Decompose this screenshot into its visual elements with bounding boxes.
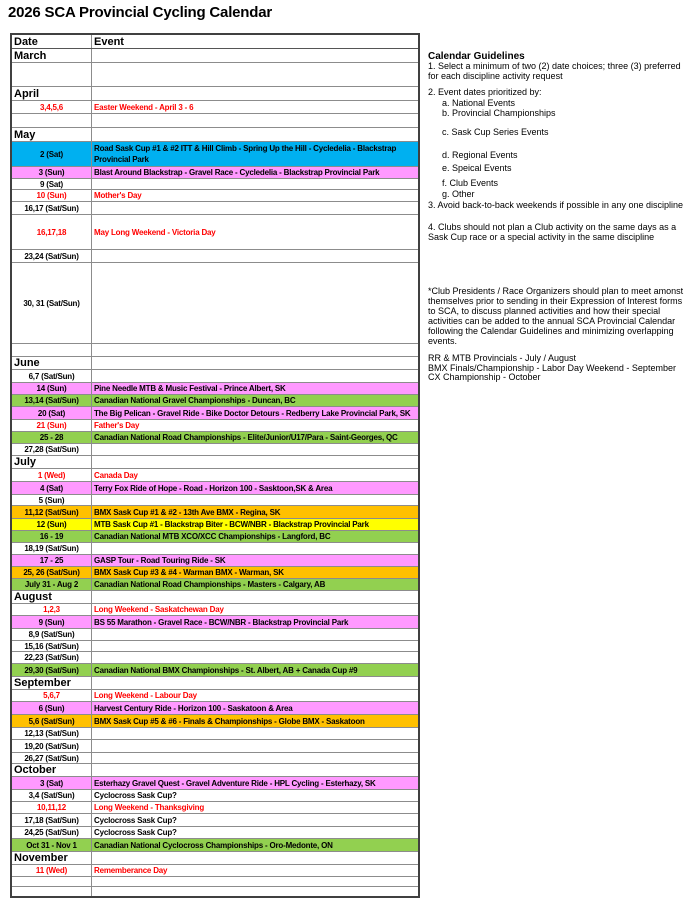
date-cell: 3 (Sat) — [11, 777, 92, 790]
calendar-row — [11, 715, 419, 728]
guideline-item-2e: e. Speical Events — [442, 163, 512, 173]
event-cell: Canadian National Road Championships - Elite/Junior/U17/Para - Saint-Georges, QC — [92, 432, 420, 444]
event-cell — [92, 677, 420, 690]
calendar-row — [11, 887, 419, 897]
calendar-row — [11, 579, 419, 591]
guideline-item-2: 2. Event dates prioritized by: — [428, 87, 542, 97]
date-cell: 13,14 (Sat/Sun) — [11, 395, 92, 407]
event-cell — [92, 753, 420, 764]
calendar-table-wrap — [10, 33, 420, 898]
calendar-row — [11, 865, 419, 877]
guideline-item-2c: c. Sask Cup Series Events — [442, 127, 549, 137]
date-cell: 27,28 (Sat/Sun) — [11, 444, 92, 456]
month-label-cell: November — [11, 852, 92, 865]
event-cell — [92, 641, 420, 652]
event-cell: Long Weekend - Saskatchewan Day — [92, 604, 420, 616]
event-cell — [92, 495, 420, 506]
club-presidents-note: *Club Presidents / Race Organizers should plan to meet amonst themselves prior to sending in their Expression of Interest forms to SCA, to discuss planned activities and how their special activities can be added to the annual SCA Provincial Calendar following the Calendar Guidelines and minimizing overlapping events. — [428, 286, 684, 346]
guideline-item-1: 1. Select a minimum of two (2) date choices; three (3) preferred for each discipline activity request — [428, 61, 681, 81]
event-cell: Cyclocross Sask Cup? — [92, 814, 420, 827]
guideline-item-2d: d. Regional Events — [442, 150, 518, 160]
event-cell — [92, 250, 420, 263]
date-cell: 21 (Sun) — [11, 420, 92, 432]
event-cell: Mother's Day — [92, 190, 420, 202]
event-cell — [92, 444, 420, 456]
date-cell: 9 (Sat) — [11, 179, 92, 190]
guideline-item-2f: f. Club Events — [442, 178, 499, 188]
calendar-row — [11, 344, 419, 357]
date-cell: 3,4 (Sat/Sun) — [11, 790, 92, 802]
event-cell — [92, 629, 420, 641]
event-cell — [92, 202, 420, 215]
date-cell — [11, 63, 92, 87]
date-cell: 12,13 (Sat/Sun) — [11, 728, 92, 740]
event-cell — [92, 128, 420, 142]
event-cell: BMX Sask Cup #1 & #2 - 13th Ave BMX - Regina, SK — [92, 506, 420, 519]
event-cell: Road Sask Cup #1 & #2 ITT & Hill Climb - Spring Up the Hill - Cycledelia - Blackstrap Provincial Park — [92, 142, 420, 167]
month-label-cell: August — [11, 591, 92, 604]
date-cell: 23,24 (Sat/Sun) — [11, 250, 92, 263]
month-label-cell: October — [11, 764, 92, 777]
provincials-rr-mtb: RR & MTB Provincials - July / August — [428, 353, 577, 363]
calendar-row — [11, 641, 419, 652]
date-cell: 26,27 (Sat/Sun) — [11, 753, 92, 764]
date-cell — [11, 344, 92, 357]
month-row — [11, 456, 419, 469]
calendar-row — [11, 495, 419, 506]
month-row — [11, 677, 419, 690]
date-cell: 2 (Sat) — [11, 142, 92, 167]
month-label-cell: July — [11, 456, 92, 469]
calendar-row — [11, 420, 419, 432]
page-title: 2026 SCA Provincial Cycling Calendar — [8, 4, 273, 21]
calendar-table — [10, 33, 420, 898]
date-cell: 8,9 (Sat/Sun) — [11, 629, 92, 641]
calendar-rows — [11, 49, 419, 897]
calendar-row — [11, 202, 419, 215]
date-cell — [11, 114, 92, 128]
month-row — [11, 87, 419, 101]
date-cell: 16,17 (Sat/Sun) — [11, 202, 92, 215]
calendar-row — [11, 506, 419, 519]
event-cell: Canada Day — [92, 469, 420, 482]
calendar-row — [11, 702, 419, 715]
calendar-row — [11, 370, 419, 383]
event-cell — [92, 591, 420, 604]
calendar-row — [11, 777, 419, 790]
date-cell: 11 (Wed) — [11, 865, 92, 877]
calendar-row — [11, 652, 419, 664]
event-cell: Blast Around Blackstrap - Gravel Race - Cycledelia - Blackstrap Provincial Park — [92, 167, 420, 179]
date-cell: 22,23 (Sat/Sun) — [11, 652, 92, 664]
date-cell: 30, 31 (Sat/Sun) — [11, 263, 92, 344]
event-cell — [92, 263, 420, 344]
event-cell: Canadian National Gravel Championships - Duncan, BC — [92, 395, 420, 407]
date-cell: 1 (Wed) — [11, 469, 92, 482]
date-cell: 25 - 28 — [11, 432, 92, 444]
calendar-row — [11, 543, 419, 555]
month-row — [11, 764, 419, 777]
event-cell — [92, 63, 420, 87]
event-cell: Long Weekend - Labour Day — [92, 690, 420, 702]
calendar-row — [11, 263, 419, 344]
date-column-header: Date — [11, 34, 92, 49]
calendar-row — [11, 63, 419, 87]
event-cell — [92, 764, 420, 777]
calendar-row — [11, 250, 419, 263]
month-label-cell: June — [11, 357, 92, 370]
calendar-row — [11, 839, 419, 852]
date-cell: 10,11,12 — [11, 802, 92, 814]
event-cell — [92, 887, 420, 897]
date-cell: 3,4,5,6 — [11, 101, 92, 114]
calendar-row — [11, 482, 419, 495]
month-label-cell: May — [11, 128, 92, 142]
date-cell: 4 (Sat) — [11, 482, 92, 495]
event-cell: Easter Weekend - April 3 - 6 — [92, 101, 420, 114]
event-cell: Pine Needle MTB & Music Festival - Prince Albert, SK — [92, 383, 420, 395]
calendar-row — [11, 101, 419, 114]
calendar-row — [11, 469, 419, 482]
calendar-row — [11, 190, 419, 202]
calendar-row — [11, 629, 419, 641]
event-cell: Canadian National Cyclocross Championships - Oro-Medonte, ON — [92, 839, 420, 852]
event-cell — [92, 456, 420, 469]
date-cell: 16 - 19 — [11, 531, 92, 543]
month-row — [11, 591, 419, 604]
date-cell: July 31 - Aug 2 — [11, 579, 92, 591]
date-cell: 19,20 (Sat/Sun) — [11, 740, 92, 753]
provincials-cx: CX Championship - October — [428, 372, 541, 382]
month-label-cell: April — [11, 87, 92, 101]
guidelines-title: Calendar Guidelines — [428, 51, 525, 62]
event-cell: BMX Sask Cup #5 & #6 - Finals & Championships - Globe BMX - Saskatoon — [92, 715, 420, 728]
date-cell — [11, 877, 92, 887]
calendar-row — [11, 444, 419, 456]
date-cell: 5,6,7 — [11, 690, 92, 702]
date-cell: 9 (Sun) — [11, 616, 92, 629]
date-cell: Oct 31 - Nov 1 — [11, 839, 92, 852]
calendar-row — [11, 519, 419, 531]
calendar-row — [11, 567, 419, 579]
event-cell — [92, 370, 420, 383]
header-row — [11, 34, 419, 49]
calendar-row — [11, 555, 419, 567]
calendar-row — [11, 728, 419, 740]
calendar-row — [11, 814, 419, 827]
calendar-row — [11, 531, 419, 543]
calendar-row — [11, 664, 419, 677]
date-cell — [11, 887, 92, 897]
event-cell: May Long Weekend - Victoria Day — [92, 215, 420, 250]
event-cell: Canadian National BMX Championships - St. Albert, AB + Canada Cup #9 — [92, 664, 420, 677]
event-cell — [92, 114, 420, 128]
month-row — [11, 128, 419, 142]
calendar-row — [11, 215, 419, 250]
event-cell: The Big Pelican - Gravel Ride - Bike Doctor Detours - Redberry Lake Provincial Park, SK — [92, 407, 420, 420]
event-cell — [92, 87, 420, 101]
event-cell: Father's Day — [92, 420, 420, 432]
date-cell: 6,7 (Sat/Sun) — [11, 370, 92, 383]
calendar-row — [11, 753, 419, 764]
date-cell: 14 (Sun) — [11, 383, 92, 395]
event-cell: BMX Sask Cup #3 & #4 - Warman BMX - Warman, SK — [92, 567, 420, 579]
calendar-row — [11, 167, 419, 179]
event-cell — [92, 728, 420, 740]
month-label-cell: March — [11, 49, 92, 63]
event-cell — [92, 49, 420, 63]
date-cell: 10 (Sun) — [11, 190, 92, 202]
date-cell: 12 (Sun) — [11, 519, 92, 531]
event-cell: Harvest Century Ride - Horizon 100 - Saskatoon & Area — [92, 702, 420, 715]
calendar-row — [11, 802, 419, 814]
event-cell: Cyclocross Sask Cup? — [92, 790, 420, 802]
date-cell: 6 (Sun) — [11, 702, 92, 715]
date-cell: 25, 26 (Sat/Sun) — [11, 567, 92, 579]
date-cell: 15,16 (Sat/Sun) — [11, 641, 92, 652]
calendar-row — [11, 827, 419, 839]
date-cell: 1,2,3 — [11, 604, 92, 616]
calendar-row — [11, 604, 419, 616]
calendar-row — [11, 114, 419, 128]
calendar-row — [11, 740, 419, 753]
event-cell — [92, 852, 420, 865]
event-cell: Esterhazy Gravel Quest - Gravel Adventure Ride - HPL Cycling - Esterhazy, SK — [92, 777, 420, 790]
date-cell: 5,6 (Sat/Sun) — [11, 715, 92, 728]
calendar-row — [11, 142, 419, 167]
month-row — [11, 852, 419, 865]
event-cell — [92, 652, 420, 664]
date-cell: 17 - 25 — [11, 555, 92, 567]
date-cell: 16,17,18 — [11, 215, 92, 250]
month-row — [11, 49, 419, 63]
month-label-cell: September — [11, 677, 92, 690]
event-cell: Rememberance Day — [92, 865, 420, 877]
event-cell: Canadian National Road Championships - Masters - Calgary, AB — [92, 579, 420, 591]
date-cell: 29,30 (Sat/Sun) — [11, 664, 92, 677]
event-cell: Long Weekend - Thanksgiving — [92, 802, 420, 814]
calendar-row — [11, 179, 419, 190]
month-row — [11, 357, 419, 370]
provincials-bmx: BMX Finals/Championship - Labor Day Weekend - September — [428, 363, 676, 373]
event-column-header: Event — [92, 34, 420, 49]
date-cell: 20 (Sat) — [11, 407, 92, 420]
calendar-row — [11, 877, 419, 887]
calendar-row — [11, 790, 419, 802]
event-cell — [92, 357, 420, 370]
event-cell — [92, 740, 420, 753]
calendar-row — [11, 407, 419, 420]
guideline-item-4: 4. Clubs should not plan a Club activity on the same days as a Sask Cup race or a special activity in the same discipline — [428, 222, 677, 242]
event-cell: GASP Tour - Road Touring Ride - SK — [92, 555, 420, 567]
event-cell — [92, 877, 420, 887]
date-cell: 5 (Sun) — [11, 495, 92, 506]
event-cell: BS 55 Marathon - Gravel Race - BCW/NBR - Blackstrap Provincial Park — [92, 616, 420, 629]
event-cell — [92, 543, 420, 555]
date-cell: 3 (Sun) — [11, 167, 92, 179]
date-cell: 24,25 (Sat/Sun) — [11, 827, 92, 839]
event-cell — [92, 344, 420, 357]
date-cell: 18,19 (Sat/Sun) — [11, 543, 92, 555]
calendar-row — [11, 383, 419, 395]
event-cell — [92, 179, 420, 190]
event-cell: Cyclocross Sask Cup? — [92, 827, 420, 839]
event-cell: Terry Fox Ride of Hope - Road - Horizon 100 - Sasktoon,SK & Area — [92, 482, 420, 495]
date-cell: 11,12 (Sat/Sun) — [11, 506, 92, 519]
calendar-row — [11, 690, 419, 702]
calendar-row — [11, 616, 419, 629]
event-cell: MTB Sask Cup #1 - Blackstrap Biter - BCW/NBR - Blackstrap Provincial Park — [92, 519, 420, 531]
date-cell: 17,18 (Sat/Sun) — [11, 814, 92, 827]
calendar-row — [11, 432, 419, 444]
calendar-row — [11, 395, 419, 407]
guideline-item-2g: g. Other — [442, 189, 475, 199]
guideline-item-3: 3. Avoid back-to-back weekends if possible in any one discipline — [428, 200, 683, 210]
guideline-item-2b: b. Provincial Championships — [442, 108, 556, 118]
guideline-item-2a: a. National Events — [442, 98, 516, 108]
event-cell: Canadian National MTB XCO/XCC Championships - Langford, BC — [92, 531, 420, 543]
